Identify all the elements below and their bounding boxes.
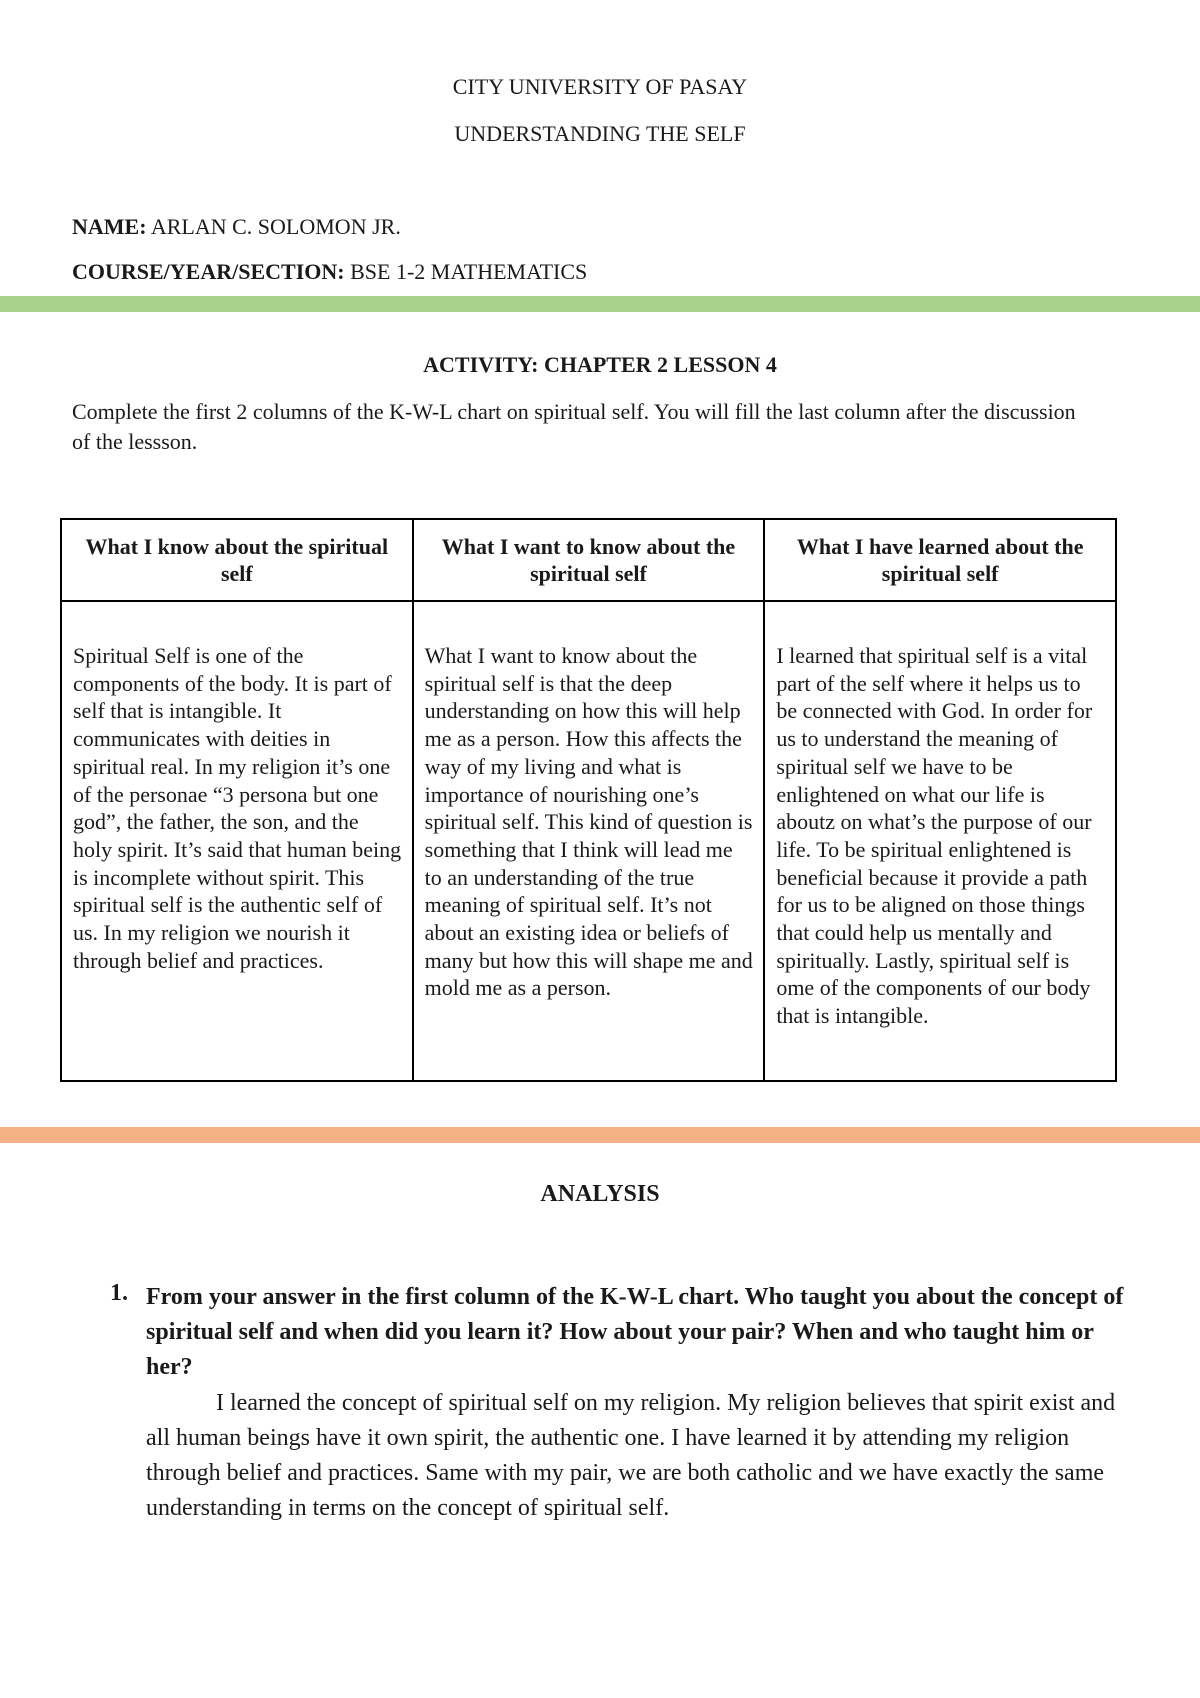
kwl-chart (60, 518, 1117, 1082)
name-value: ARLAN C. SOLOMON JR. (150, 214, 401, 239)
name-label: NAME: (72, 214, 147, 239)
answer-text: I learned the concept of spiritual self on my religion. My religion believes that spirit exist and all human beings have it own spirit, the authentic one. I have learned it by attending my religion through belief and practices. Same with my pair, we are both catholic and we have exactly the same understanding in terms on the concept of spiritual self. (146, 1390, 1116, 1521)
kwl-header-row (61, 519, 1116, 601)
analysis-title: ANALYSIS (540, 1181, 660, 1207)
green-divider (0, 296, 1200, 312)
kwl-cell-learned: I learned that spiritual self is a vital part of the self where it helps us to be connected with God. In order for us to understand the meaning of spiritual self we have to be enlightened on what our life is aboutz on what’s the purpose of our life. To be spiritual enlightened is beneficial because it provide a path for us to be aligned on those things that could help us mentally and spiritually. Lastly, spiritual self is ome of the components of our body that is intangible. (764, 601, 1116, 1081)
kwl-body-row (61, 601, 1116, 1081)
kwl-header-learned: What I have learned about the spiritual self (764, 519, 1116, 601)
university-title: CITY UNIVERSITY OF PASAY (452, 74, 748, 99)
kwl-header-want: What I want to know about the spiritual self (413, 519, 765, 601)
activity-title: ACTIVITY: CHAPTER 2 LESSON 4 (423, 352, 777, 377)
course-row (72, 259, 587, 285)
question-number: 1. (110, 1280, 128, 1306)
kwl-header-know: What I know about the spiritual self (61, 519, 413, 601)
orange-divider (0, 1127, 1200, 1143)
course-label: COURSE/YEAR/SECTION: (72, 259, 345, 284)
kwl-cell-know: Spiritual Self is one of the components of the body. It is part of self that is intangible. It communicates with deities in spiritual real. In my religion it’s one of the personae “3 persona but one god”, the father, the son, and the holy spirit. It’s said that human being is incomplete without spirit. This spiritual self is the authentic self of us. In my religion we nourish it through belief and practices. (61, 601, 413, 1081)
question-text: From your answer in the first column of the K-W-L chart. Who taught you about the concept of spiritual self and when did you learn it? How about your pair? When and who taught him or her? (146, 1284, 1124, 1380)
subject-title: UNDERSTANDING THE SELF (454, 121, 746, 146)
activity-instructions: Complete the first 2 columns of the K-W-L chart on spiritual self. You will fill the last column after the discussion of the lessson. (72, 399, 1076, 454)
name-row (72, 214, 401, 240)
course-value: BSE 1-2 MATHEMATICS (350, 259, 588, 284)
kwl-cell-want: What I want to know about the spiritual self is that the deep understanding on how this will help me as a person. How this affects the way of my living and what is importance of nourishing one’s spiritual self. This kind of question is something that I think will lead me to an understanding of the true meaning of spiritual self. It’s not about an existing idea or beliefs of many but how this will shape me and mold me as a person. (413, 601, 765, 1081)
